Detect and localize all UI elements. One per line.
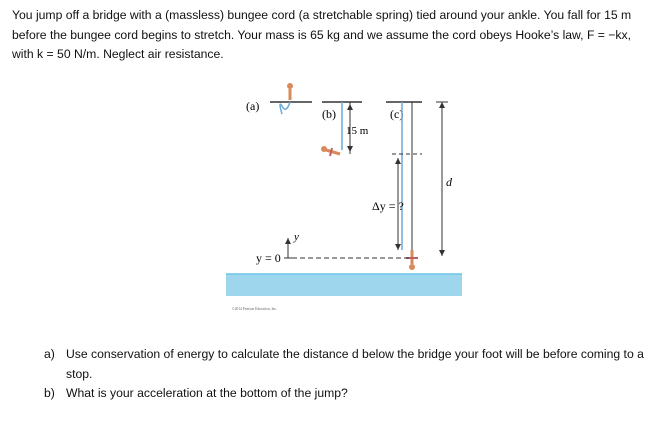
water [226, 274, 462, 296]
jumper-bottom [406, 250, 418, 270]
y-zero-label: y = 0 [256, 251, 281, 265]
label-a: (a) [246, 99, 260, 113]
question-list [44, 345, 654, 404]
delta-y-label: Δy = ? [372, 199, 404, 213]
question-item [44, 384, 654, 404]
bungee-diagram [226, 78, 466, 328]
question-text: What is your acceleration at the bottom of the jump? [66, 386, 348, 400]
y-axis [284, 238, 412, 258]
label-b: (b) [322, 107, 336, 121]
question-label: b) [44, 386, 55, 400]
copyright: ©2014 Pearson Education, Inc. [232, 307, 277, 311]
label-c: (c) [390, 107, 404, 121]
bridge-c [386, 102, 422, 256]
bungee-figure [226, 78, 466, 328]
question-text: Use conservation of energy to calculate the distance d below the bridge your foot will be before coming to a stop. [66, 347, 644, 381]
y-axis-label: y [294, 231, 299, 243]
fall-distance-label: 15 m [346, 125, 369, 137]
question-item [44, 345, 654, 384]
jumper-falling [321, 146, 340, 156]
d-label: d [446, 175, 452, 189]
question-label: a) [44, 347, 55, 361]
problem-intro: You jump off a bridge with a (massless) bungee cord (a stretchable spring) tied around your ankle. You fall for 15 m before the bungee cord begins to stretch. Your mass is 65 kg and we assume the cord obeys Hooke’s law, F = −kx, with k = 50 N/m. Neglect air resistance. [12, 8, 632, 61]
jumper-standing [270, 83, 312, 114]
